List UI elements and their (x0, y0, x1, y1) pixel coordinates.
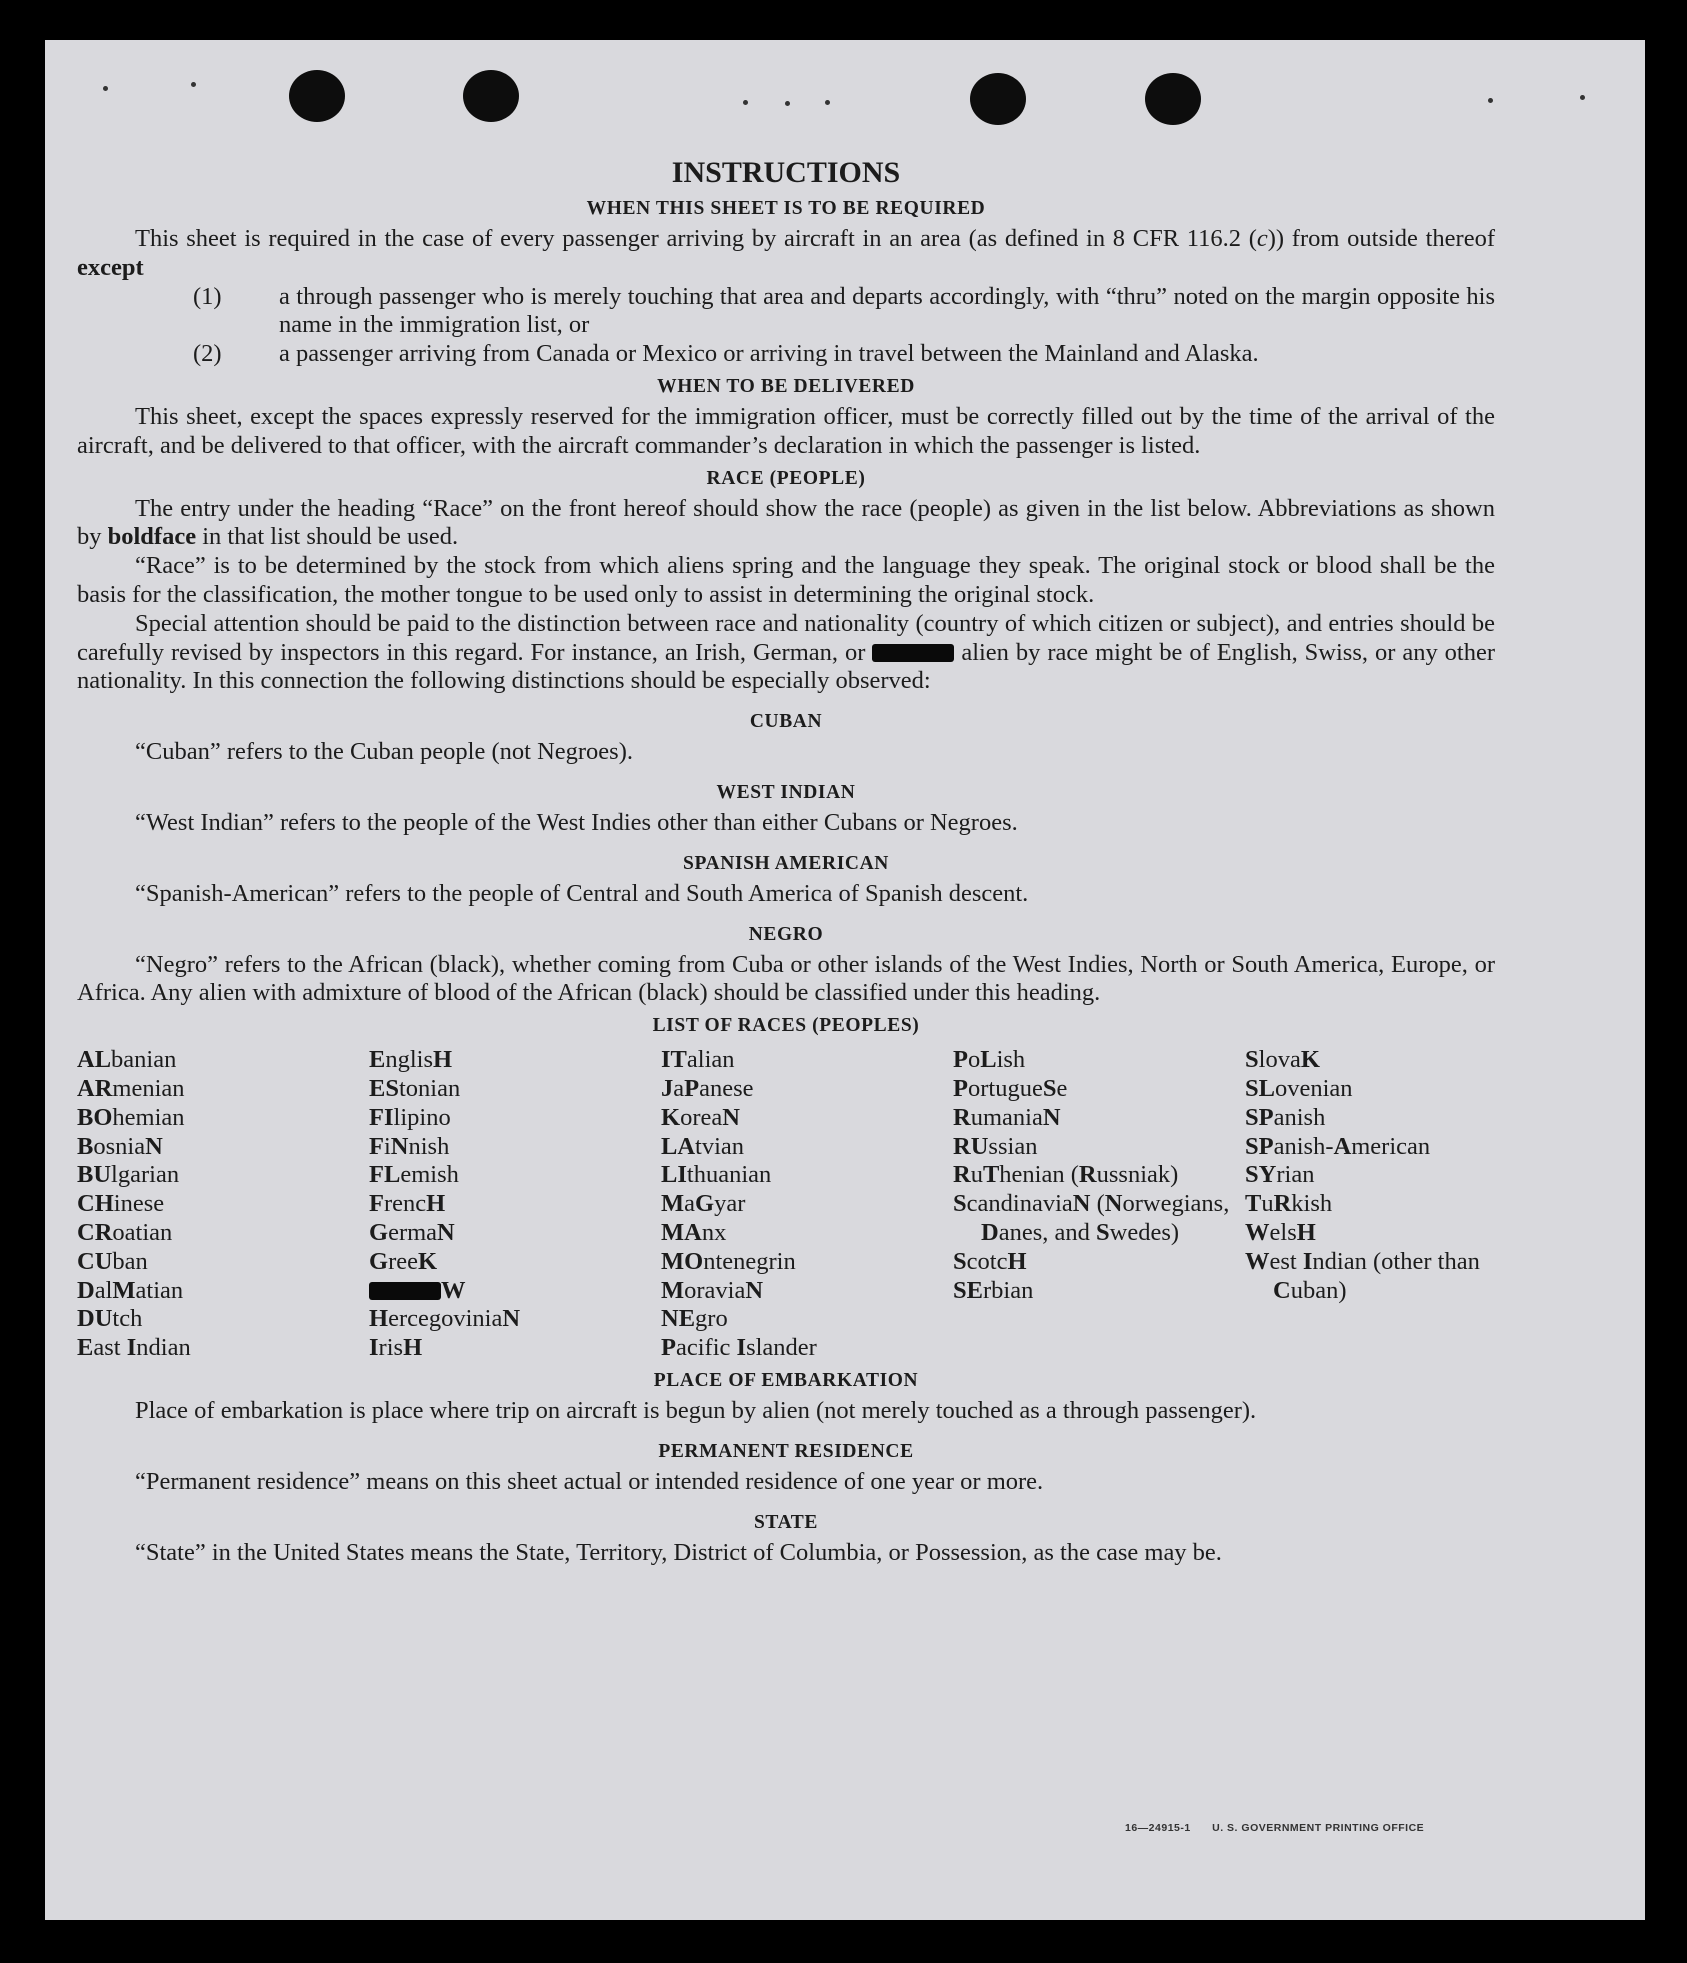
race-entry: SPanish-American (1245, 1132, 1431, 1160)
exception-list (77, 283, 1495, 369)
race-entry: KoreaN (661, 1103, 740, 1131)
race-entry: LIthuanian (661, 1161, 772, 1189)
races-column-3 (661, 1046, 953, 1363)
exception-item: (1) a through passenger who is merely touching that area and departs accordingly, with “thru” noted on the margin opposite his name in the immigration list, or (193, 282, 1495, 339)
race-entry: EStonian (369, 1074, 461, 1102)
exception-item: (2) a passenger arriving from Canada or Mexico or arriving in travel between the Mainland and Alaska. (193, 340, 1259, 368)
race-entry: NEgro (661, 1305, 728, 1333)
section-heading-cuban: CUBAN (749, 711, 823, 733)
punch-hole (970, 73, 1026, 125)
residence-paragraph: “Permanent residence” means on this sheet actual or intended residence of one year or more. (135, 1467, 1044, 1495)
speck (103, 86, 108, 91)
form-footer (1125, 1822, 1442, 1834)
race-entry: CHinese (77, 1190, 165, 1218)
section-heading-west-indian: WEST INDIAN (716, 781, 856, 803)
section-heading-required: WHEN THIS SHEET IS TO BE REQUIRED (586, 198, 986, 219)
race-paragraph-2: “Race” is to be determined by the stock from which aliens spring and the language they speak. The original stock or blood shall be the basis for the classification, the mother tongue to be used only to assist in determining the original stock. (77, 552, 1495, 608)
delivered-paragraph: This sheet, except the spaces expressly reserved for the immigration officer, must be correctly filled out by the time of the arrival of the aircraft, and be delivered to that officer, with the aircraft commander’s declaration in which the passenger is listed. (77, 402, 1495, 459)
race-entry: ScandinaviaN (Norwegians, Danes, and Swedes) (953, 1190, 1230, 1246)
race-entry: RUssian (953, 1132, 1038, 1160)
race-entry: SYrian (1245, 1161, 1315, 1189)
race-entry: RumaniaN (953, 1103, 1061, 1131)
race-entry: CRoatian (77, 1218, 173, 1246)
section-heading-race: RACE (PEOPLE) (706, 467, 866, 489)
document-sheet (45, 40, 1645, 1920)
race-entry: East Indian (77, 1334, 191, 1362)
embarkation-paragraph: Place of embarkation is place where trip on aircraft is begun by alien (not merely touched as a through passenger). (135, 1396, 1257, 1424)
race-paragraph-1: The entry under the heading “Race” on the front hereof should show the race (people) as given in the list below. Abbreviations as shown by boldface in that list should be used. (77, 494, 1495, 551)
race-entry: DUtch (77, 1305, 143, 1333)
race-entry: MoraviaN (661, 1276, 764, 1304)
race-entry: ARmenian (77, 1074, 185, 1102)
race-entry: BUlgarian (77, 1161, 180, 1189)
spanish-american-paragraph: “Spanish-American” refers to the people of Central and South America of Spanish descent. (135, 879, 1029, 907)
race-entry: SErbian (953, 1276, 1034, 1304)
section-heading-state: STATE (753, 1511, 819, 1533)
races-list (77, 1046, 1495, 1363)
speck (1580, 95, 1585, 100)
race-entry: FIlipino (369, 1103, 451, 1131)
required-paragraph: This sheet is required in the case of every passenger arriving by aircraft in an area (as defined in 8 CFR 116.2 (c)) from outside thereof except (77, 225, 1495, 281)
redaction-mark (369, 1282, 441, 1300)
race-entry: SPanish (1245, 1103, 1326, 1131)
section-heading-spanish-american: SPANISH AMERICAN (683, 852, 889, 874)
form-number: 16—24915-1 (1125, 1822, 1191, 1834)
race-entry: EnglisH (369, 1046, 453, 1074)
race-entry: WelsH (1245, 1218, 1316, 1246)
speck (1488, 98, 1493, 103)
race-entry: FiNnish (369, 1132, 450, 1160)
punch-hole (289, 70, 345, 122)
punch-hole (463, 70, 519, 122)
race-entry: PortugueSe (953, 1074, 1068, 1102)
redaction-mark (872, 644, 954, 662)
section-heading-delivered: WHEN TO BE DELIVERED (657, 375, 915, 397)
race-entry: West Indian (other than Cuban) (1245, 1247, 1480, 1304)
speck (743, 100, 748, 105)
section-heading-list: LIST OF RACES (PEOPLES) (652, 1015, 920, 1037)
race-paragraph-3: Special attention should be paid to the distinction between race and nationality (country of which citizen or subject), and entries should be carefully revised by inspectors in this regard. For instance, an Irish, German, or alien by race might be of English, Swiss, or any other nationality. In this connection the following distinctions should be especially observed: (77, 609, 1495, 695)
state-paragraph: “State” in the United States means the State, Territory, District of Columbia, or Possession, as the case may be. (135, 1538, 1222, 1566)
section-heading-negro: NEGRO (748, 923, 824, 945)
negro-paragraph: “Negro” refers to the African (black), whether coming from Cuba or other islands of the West Indies, North or South America, Europe, or Africa. Any alien with admixture of blood of the African (black) should be classified under this heading. (77, 950, 1495, 1007)
race-entry: BosniaN (77, 1132, 163, 1160)
race-entry: GermaN (369, 1218, 455, 1246)
race-entry: JaPanese (661, 1074, 754, 1102)
race-entry: FLemish (369, 1161, 459, 1189)
west-indian-paragraph: “West Indian” refers to the people of the West Indies other than either Cubans or Negroes. (135, 808, 1018, 836)
section-heading-embarkation: PLACE OF EMBARKATION (653, 1369, 919, 1391)
race-entry: MaGyar (661, 1190, 746, 1218)
speck (825, 100, 830, 105)
punch-hole (1145, 73, 1201, 125)
race-entry: FrencH (369, 1190, 446, 1218)
cuban-paragraph: “Cuban” refers to the Cuban people (not Negroes). (135, 738, 633, 766)
instructions-content (77, 155, 1495, 1567)
race-entry: GreeK (369, 1247, 438, 1275)
race-entry: SlovaK (1245, 1046, 1320, 1074)
race-entry: MAnx (661, 1218, 727, 1246)
races-column-1 (77, 1046, 369, 1363)
speck (785, 101, 790, 106)
speck (191, 82, 196, 87)
race-entry: SLovenian (1245, 1074, 1353, 1102)
race-entry: PoLish (953, 1046, 1026, 1074)
race-entry: BOhemian (77, 1103, 185, 1131)
printer-credit: U. S. GOVERNMENT PRINTING OFFICE (1212, 1822, 1425, 1834)
races-column-4 (953, 1046, 1245, 1363)
races-column-2 (369, 1046, 661, 1363)
race-entry: CUban (77, 1247, 148, 1275)
section-heading-residence: PERMANENT RESIDENCE (658, 1440, 914, 1462)
race-entry: ScotcH (953, 1247, 1027, 1275)
race-entry: DalMatian (77, 1276, 184, 1304)
race-entry: ALbanian (77, 1046, 177, 1074)
race-entry: TuRkish (1245, 1190, 1333, 1218)
race-entry: ITalian (661, 1046, 735, 1074)
race-entry: IrisH (369, 1334, 423, 1362)
race-entry-redacted: W (369, 1277, 661, 1306)
page-title: INSTRUCTIONS (671, 156, 901, 189)
race-entry: MOntenegrin (661, 1247, 796, 1275)
races-column-5 (1245, 1046, 1495, 1363)
race-entry: RuThenian (Russniak) (953, 1161, 1179, 1189)
race-entry: Pacific Islander (661, 1334, 817, 1362)
race-entry: HercegoviniaN (369, 1305, 521, 1333)
race-entry: LAtvian (661, 1132, 745, 1160)
